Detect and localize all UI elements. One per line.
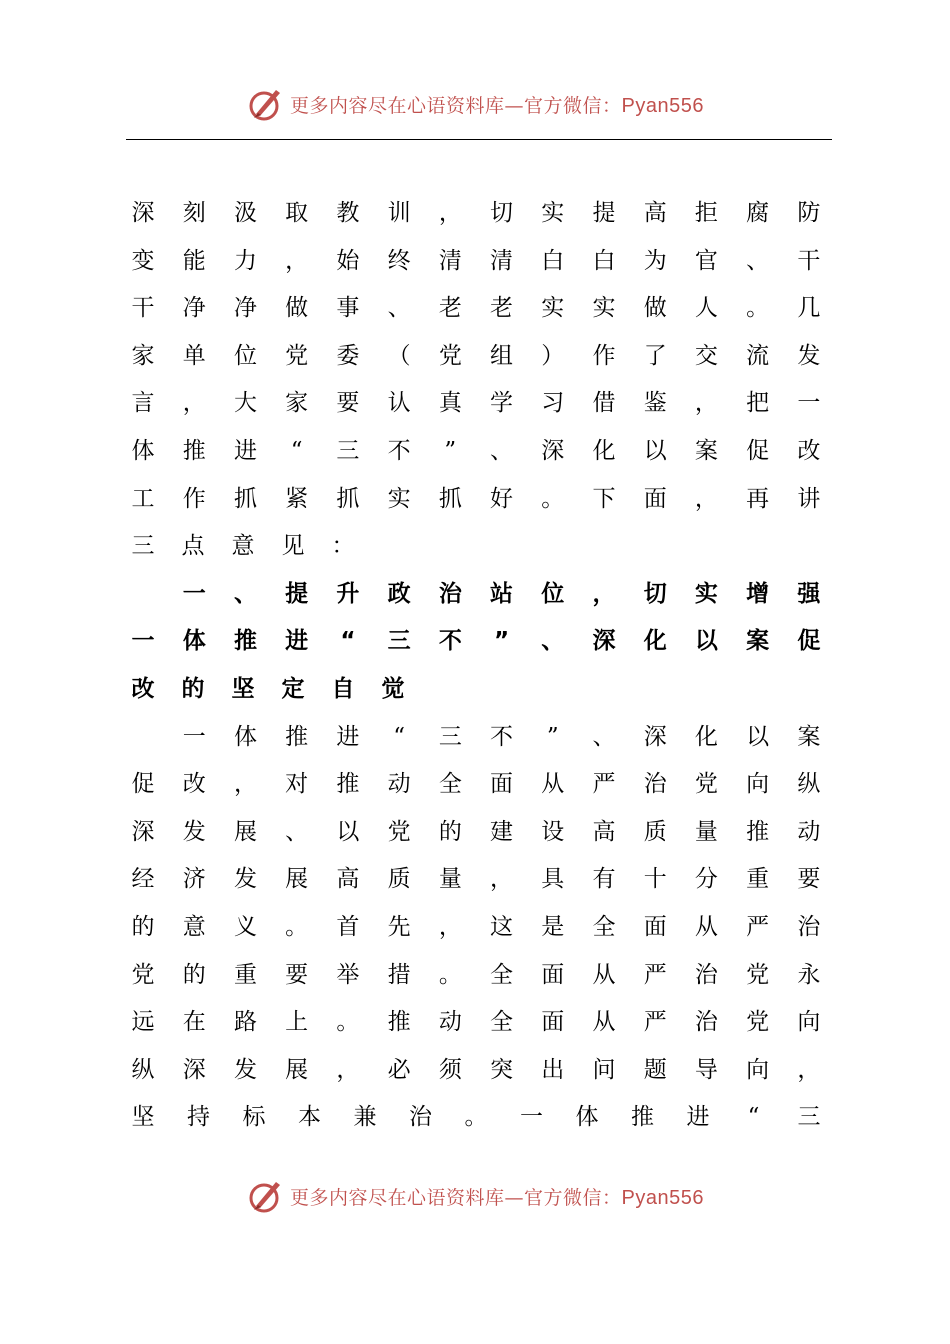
paragraph-line: 深 发 展 、 以 党 的 建 设 高 质 量 推 动 bbox=[131, 818, 821, 845]
section-heading-line: 一 体 推 进 “ 三 不 ” 、 深 化 以 案 促 bbox=[131, 628, 821, 655]
banner-label: 官方微信： bbox=[524, 1186, 622, 1209]
paragraph-line: 深 刻 汲 取 教 训 ， 切 实 提 高 拒 腐 防 bbox=[131, 200, 821, 226]
paragraph-line: 远 在 路 上 。 推 动 全 面 从 严 治 党 向 bbox=[131, 1009, 821, 1036]
paragraph-line: 家 单 位 党 委 （ 党 组 ） 作 了 交 流 发 bbox=[131, 342, 821, 369]
banner-title: 更多内容尽在心语资料库 bbox=[290, 1186, 505, 1209]
paragraph-line: 工 作 抓 紧 抓 实 抓 好 。 下 面 ， 再 讲 bbox=[131, 485, 821, 512]
section-heading-line: 一 、 提 升 政 治 站 位 ， 切 实 增 强 bbox=[182, 580, 821, 607]
section-heading-line: 改 的 坚 定 自 觉 bbox=[131, 675, 405, 702]
quill-pen-logo-icon bbox=[246, 84, 286, 124]
document-body bbox=[131, 190, 821, 1142]
header-rule bbox=[126, 139, 832, 140]
paragraph-line: 纵 深 发 展 ， 必 须 突 出 问 题 导 向 ， bbox=[131, 1056, 821, 1083]
banner-id: Pyan556 bbox=[621, 94, 704, 117]
paragraph-line: 变 能 力 ， 始 终 清 清 白 白 为 官 、 干 bbox=[131, 247, 821, 274]
paragraph-line: 促 改 ， 对 推 动 全 面 从 严 治 党 向 纵 bbox=[131, 771, 821, 798]
footer-banner bbox=[0, 1174, 950, 1218]
banner-separator: — bbox=[504, 1186, 525, 1209]
paragraph-line: 的 意 义 。 首 先 ， 这 是 全 面 从 严 治 bbox=[131, 913, 821, 940]
paragraph-line: 党 的 重 要 举 措 。 全 面 从 严 治 党 永 bbox=[131, 961, 821, 988]
paragraph-line: 坚 持 标 本 兼 治 。 一 体 推 进 “ 三 bbox=[131, 1104, 821, 1131]
banner-title: 更多内容尽在心语资料库 bbox=[290, 94, 505, 117]
banner-text bbox=[290, 91, 704, 118]
banner-text bbox=[290, 1183, 704, 1210]
banner-separator: — bbox=[504, 94, 525, 117]
paragraph-line: 言 ， 大 家 要 认 真 学 习 借 鉴 ， 把 一 bbox=[131, 390, 821, 417]
quill-pen-logo-icon bbox=[246, 1176, 286, 1216]
paragraph-line: 一 体 推 进 “ 三 不 ” 、 深 化 以 案 bbox=[182, 723, 821, 750]
paragraph-line: 干 净 净 做 事 、 老 老 实 实 做 人 。 几 bbox=[131, 295, 821, 322]
banner-label: 官方微信： bbox=[524, 94, 622, 117]
paragraph-line: 体 推 进 “ 三 不 ” 、 深 化 以 案 促 改 bbox=[131, 437, 821, 464]
header-banner bbox=[0, 82, 950, 126]
paragraph-line: 经 济 发 展 高 质 量 ， 具 有 十 分 重 要 bbox=[131, 866, 821, 893]
banner-id: Pyan556 bbox=[621, 1186, 704, 1209]
paragraph-line: 三 点 意 见 ： bbox=[131, 533, 355, 560]
